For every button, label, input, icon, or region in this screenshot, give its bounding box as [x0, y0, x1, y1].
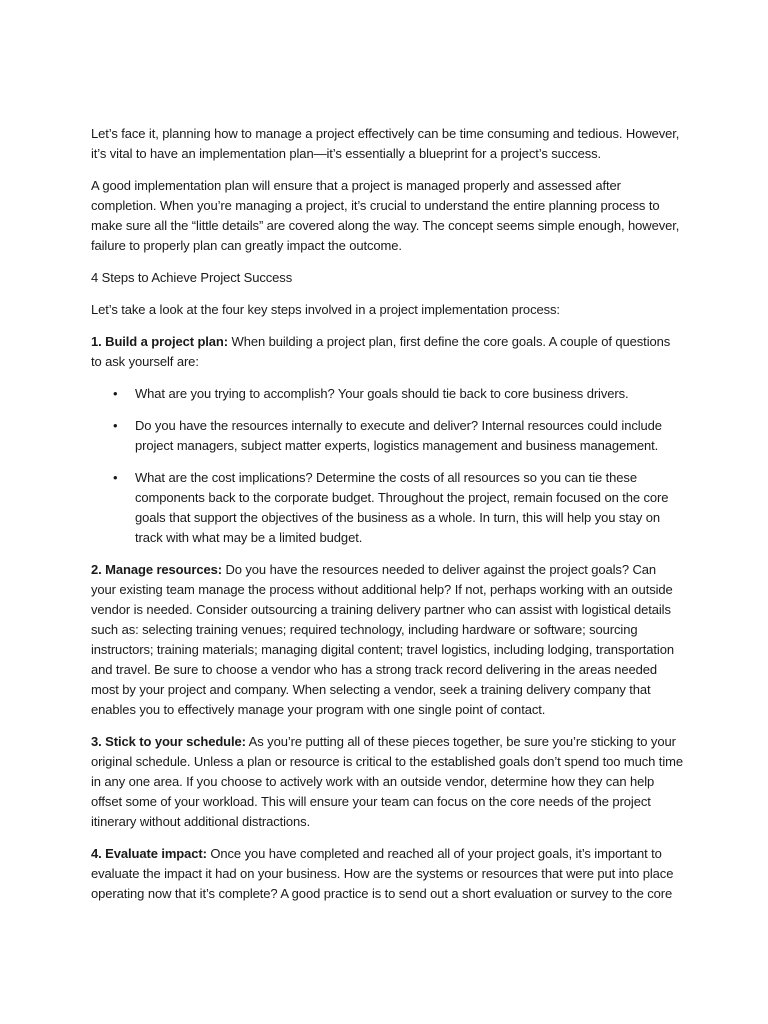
- bullet-icon: •: [113, 470, 118, 485]
- step-2-paragraph: [91, 560, 683, 720]
- list-item: [91, 384, 683, 404]
- list-item: [91, 468, 683, 548]
- intro-paragraph-2: A good implementation plan will ensure that a project is managed properly and assessed after completion. When you’re managing a project, it’s crucial to understand the entire planning process to make sure all the “little details” are covered along the way. The concept seems simple enough, however, failure to properly plan can greatly impact the outcome.: [91, 178, 680, 253]
- bullet-text: What are the cost implications? Determine the costs of all resources so you can tie these components back to the corporate budget. Throughout the project, remain focused on the core goals that support the objectives of the business as a whole. In turn, this will help you stay on track with what may be a limited budget.: [135, 470, 669, 545]
- step-3-paragraph: [91, 732, 683, 832]
- list-item: [91, 416, 683, 456]
- step-3-text: As you’re putting all of these pieces together, be sure you’re sticking to your original schedule. Unless a plan or resource is critical to the established goals don’t spend too much time in any one area. If you choose to actively work with an outside vendor, determine how they can help offset some of your workload. This will ensure your team can focus on the core needs of the project itinerary without additional distractions.: [91, 734, 683, 829]
- step-1-bullet-list: [91, 384, 683, 548]
- step-2-text: Do you have the resources needed to deliver against the project goals? Can your existing team manage the process without additional help? If not, perhaps working with an outside vendor is needed. Consider outsourcing a training delivery partner who can assist with logistical details such as: selecting training venues; required technology, including hardware or software; sourcing instructors; training materials; managing digital content; travel logistics, including lodging, transportation and travel. Be sure to choose a vendor who has a strong track record delivering in the areas needed most by your project and company. When selecting a vendor, seek a training delivery company that enables you to effectively manage your program with one single point of contact.: [91, 562, 674, 717]
- step-1-label: 1. Build a project plan:: [91, 334, 229, 349]
- bullet-text: What are you trying to accomplish? Your goals should tie back to core business drivers.: [135, 386, 629, 401]
- step-4-label: 4. Evaluate impact:: [91, 846, 207, 861]
- step-3-label: 3. Stick to your schedule:: [91, 734, 246, 749]
- step-4-text: Once you have completed and reached all of your project goals, it’s important to evaluate the impact it had on your business. How are the systems or resources that were put into place operating now that it’s complete? A good practice is to send out a short evaluation or survey to the core: [91, 846, 674, 901]
- step-2-label: 2. Manage resources:: [91, 562, 222, 577]
- section-heading: 4 Steps to Achieve Project Success: [91, 270, 293, 285]
- bullet-text: Do you have the resources internally to execute and deliver? Internal resources could include project managers, subject matter experts, logistics management and business management.: [135, 418, 662, 453]
- lead-in-paragraph: Let’s take a look at the four key steps involved in a project implementation process:: [91, 302, 560, 317]
- step-4-paragraph: [91, 844, 683, 904]
- document-page: [91, 124, 683, 916]
- intro-paragraph-1: Let’s face it, planning how to manage a project effectively can be time consuming and tedious. However, it’s vital to have an implementation plan—it’s essentially a blueprint for a project’s success.: [91, 126, 680, 161]
- bullet-icon: •: [113, 418, 118, 433]
- step-1-text: When building a project plan, first define the core goals. A couple of questions to ask yourself are:: [91, 334, 671, 369]
- bullet-icon: •: [113, 386, 118, 401]
- step-1-paragraph: [91, 332, 683, 372]
